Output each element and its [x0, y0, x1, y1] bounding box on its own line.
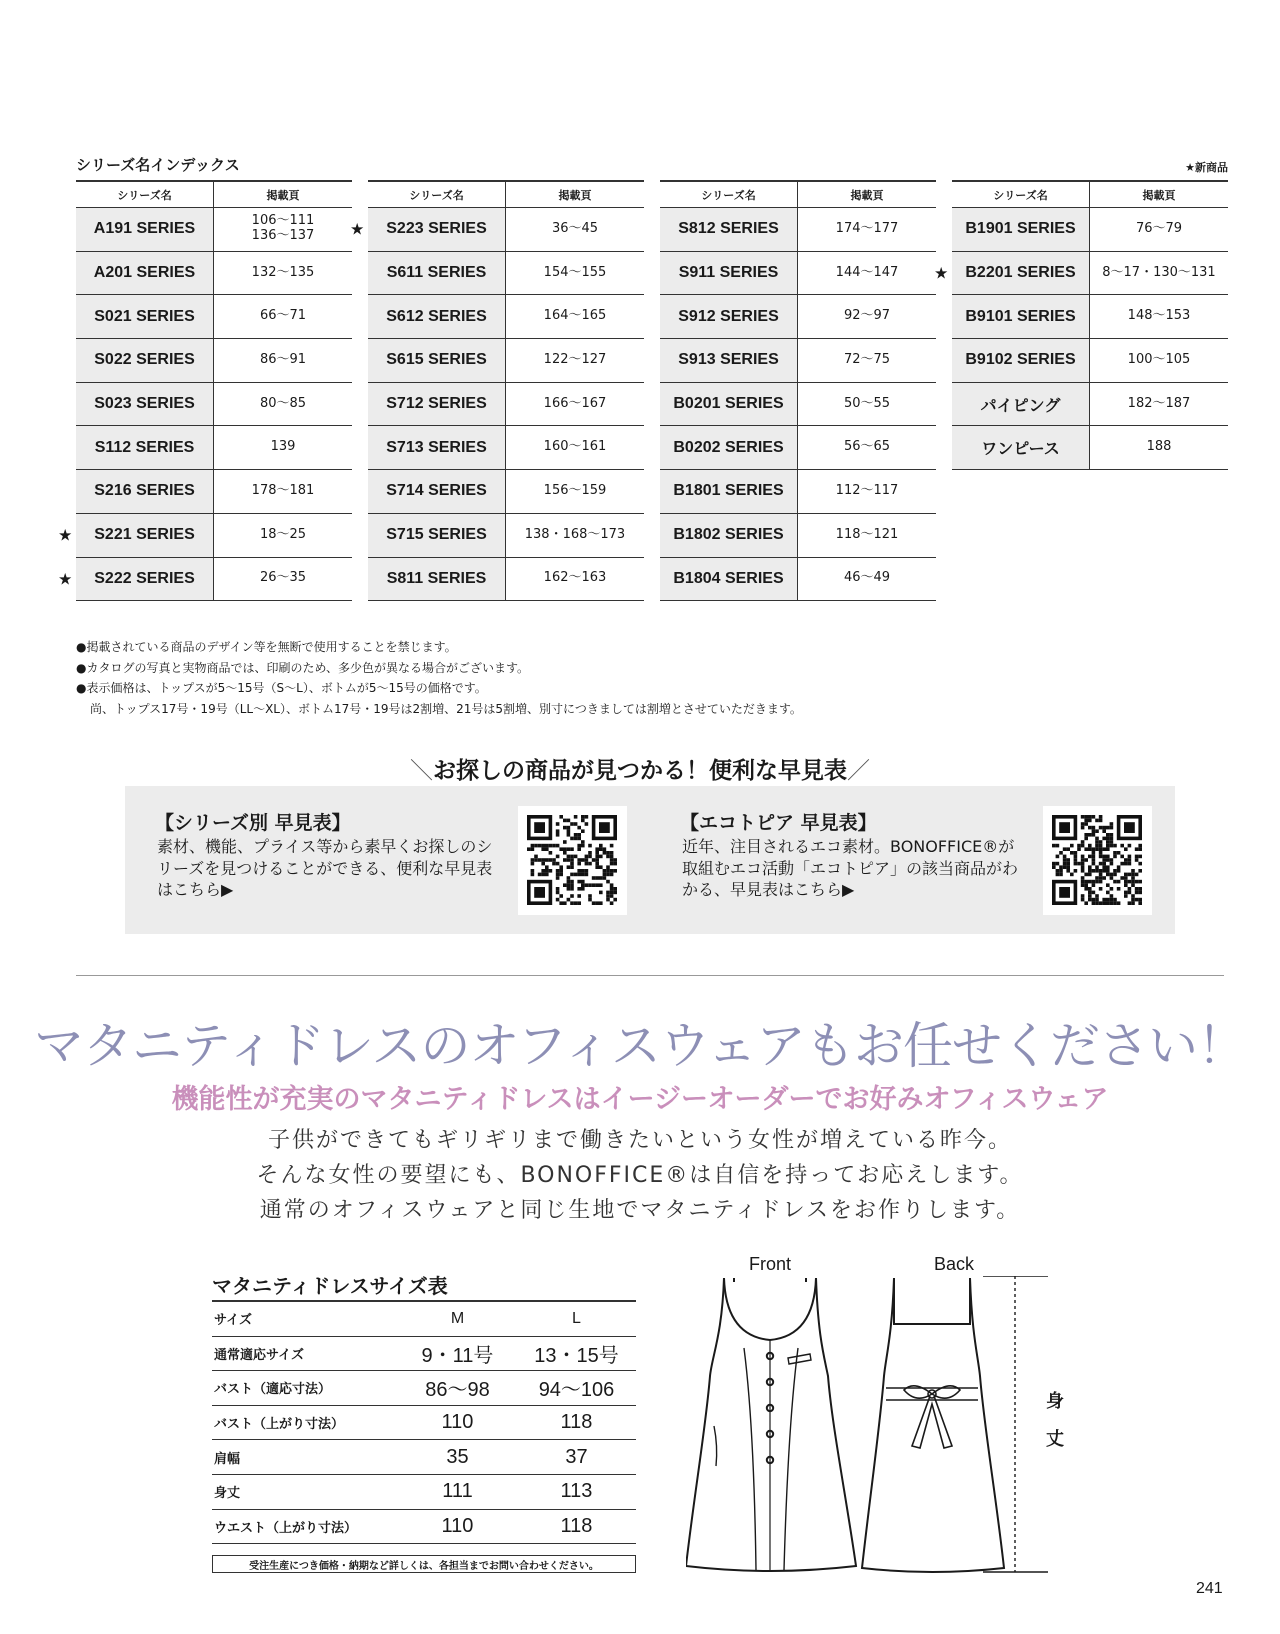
size-l: L	[572, 1309, 581, 1327]
series-pages	[506, 558, 644, 601]
series-pages	[506, 470, 644, 513]
size-m: M	[450, 1309, 465, 1327]
series-name: A201 SERIES	[76, 252, 214, 295]
maternity-body-line: 子供ができてもギリギリまで働きたいという女性が増えている昨今。	[267, 1128, 1012, 1153]
size-row	[212, 1406, 636, 1441]
series-name: S112 SERIES	[76, 426, 214, 469]
series-name: S715 SERIES	[368, 514, 506, 557]
index-row[interactable]	[368, 295, 644, 339]
series-pages-text: 178〜181	[251, 483, 315, 498]
index-row[interactable]	[76, 208, 352, 252]
index-header	[952, 182, 1228, 208]
index-row[interactable]	[368, 558, 644, 602]
quickref-heading	[0, 752, 1280, 785]
index-row[interactable]	[660, 514, 936, 558]
back-dress	[862, 1278, 1004, 1572]
series-pages-text: 76〜79	[1135, 220, 1183, 236]
series-name: B9101 SERIES	[952, 295, 1090, 338]
series-pages	[798, 514, 936, 557]
series-pages-text: 50〜55	[843, 395, 891, 411]
size-l: 113	[560, 1480, 593, 1503]
index-header-page: 掲載頁	[850, 188, 884, 202]
size-m: 86〜98	[425, 1379, 490, 1402]
series-pages	[214, 295, 352, 338]
length-label: 身丈	[1046, 1391, 1064, 1450]
index-table-2	[350, 180, 644, 601]
index-table-1	[58, 180, 352, 601]
index-row[interactable]	[660, 295, 936, 339]
size-row	[212, 1371, 636, 1406]
series-pages-text: 164〜165	[543, 308, 607, 324]
series-pages-text: 139	[270, 439, 296, 455]
series-name: S913 SERIES	[660, 339, 798, 382]
new-star-icon: ★	[58, 569, 73, 589]
series-name: S911 SERIES	[660, 252, 798, 295]
index-header-series: シリーズ名	[368, 182, 506, 207]
series-pages	[506, 383, 644, 426]
index-row[interactable]	[76, 470, 352, 514]
series-pages	[798, 426, 936, 469]
index-header	[76, 182, 352, 208]
index-title: シリーズ名インデックス	[76, 156, 240, 174]
slash-left: ＼	[410, 758, 433, 784]
size-row-label: 通常適応サイズ	[214, 1347, 304, 1363]
size-table	[212, 1300, 636, 1544]
series-pages	[506, 339, 644, 382]
series-pages	[506, 252, 644, 295]
size-row	[212, 1475, 636, 1510]
series-pages-text: 166〜167	[543, 395, 607, 411]
size-row-label: 身丈	[214, 1486, 241, 1502]
index-header-page: 掲載頁	[266, 188, 300, 202]
size-m: 110	[441, 1411, 474, 1434]
series-pages-text: 18〜25	[259, 526, 307, 542]
series-pages	[798, 252, 936, 295]
series-pages	[506, 208, 644, 251]
maternity-body-line: そんな女性の要望にも、BONOFFICE®は自信を持ってお応えします。	[256, 1163, 1024, 1188]
index-table-3	[660, 180, 936, 601]
series-name: B1901 SERIES	[952, 208, 1090, 251]
series-pages-text: 56〜65	[843, 439, 891, 455]
series-pages	[214, 252, 352, 295]
index-header-page: 掲載頁	[1142, 188, 1176, 202]
series-name: S612 SERIES	[368, 295, 506, 338]
series-pages	[1090, 426, 1228, 469]
size-l: 94〜106	[538, 1379, 615, 1402]
index-row[interactable]	[660, 470, 936, 514]
series-name: S023 SERIES	[76, 383, 214, 426]
new-star-icon: ★	[58, 525, 73, 545]
series-pages-text: 112〜117	[835, 483, 899, 498]
size-m: 111	[442, 1480, 473, 1503]
series-pages-text: 80〜85	[259, 395, 307, 411]
quickref-card-ecotopia[interactable]	[650, 786, 1175, 934]
index-header	[660, 182, 936, 208]
quickref-heading-text: お探しの商品が見つかる！便利な早見表	[433, 758, 847, 784]
series-pages-text: 162〜163	[543, 570, 607, 586]
page-number: 241	[1196, 1580, 1223, 1597]
back-label: Back	[934, 1254, 975, 1274]
quickref-card-desc: 近年、注目されるエコ素材。BONOFFICE®が取組むエコ活動「エコトピア」の該当商品がわかる、早見表はこちら▶	[682, 837, 1019, 899]
series-pages	[1090, 383, 1228, 426]
index-row[interactable]	[952, 339, 1228, 383]
series-pages	[214, 426, 352, 469]
index-row[interactable]	[660, 252, 936, 296]
size-l: 13・15号	[534, 1344, 619, 1367]
series-name: S811 SERIES	[368, 558, 506, 601]
series-pages	[214, 514, 352, 557]
series-pages-text: 86〜91	[259, 351, 307, 367]
series-name: S223 SERIES	[368, 208, 506, 251]
series-pages-text: 160〜161	[543, 439, 607, 455]
new-product-legend: ★新商品	[1185, 161, 1228, 174]
series-pages	[798, 470, 936, 513]
index-header-series: シリーズ名	[76, 182, 214, 207]
series-pages-text: 136〜137	[251, 228, 315, 244]
series-name: B0201 SERIES	[660, 383, 798, 426]
series-pages-text: 26〜35	[259, 570, 307, 586]
index-header-series: シリーズ名	[952, 182, 1090, 207]
new-star-icon: ★	[350, 219, 365, 239]
note-line: ●掲載されている商品のデザイン等を無断で使用することを禁じます。	[76, 640, 457, 654]
qr-code-icon[interactable]	[518, 806, 627, 915]
notes	[76, 637, 802, 719]
series-name: S615 SERIES	[368, 339, 506, 382]
index-row[interactable]	[76, 426, 352, 470]
series-pages	[798, 383, 936, 426]
series-pages-text: 92〜97	[843, 308, 891, 324]
size-row-label: 肩幅	[214, 1451, 241, 1467]
front-dress	[686, 1278, 856, 1572]
series-pages-text: 46〜49	[843, 570, 891, 586]
series-pages-text: 66〜71	[259, 308, 307, 324]
note-line: ●カタログの写真と実物商品では、印刷のため、多少色が異なる場合がございます。	[76, 660, 530, 675]
maternity-body	[0, 1123, 1280, 1228]
quickref-card-title: 【エコトピア 早見表】	[680, 812, 877, 834]
size-row-label: バスト（上がり寸法）	[214, 1417, 345, 1433]
qr-code-icon[interactable]	[1043, 806, 1152, 915]
series-name: S216 SERIES	[76, 470, 214, 513]
quickref-card-title: 【シリーズ別 早見表】	[155, 812, 351, 834]
series-pages-text: 156〜159	[543, 483, 607, 498]
size-row	[212, 1440, 636, 1475]
series-name: ワンピース	[952, 426, 1090, 469]
size-l: 118	[560, 1411, 593, 1434]
index-row[interactable]	[368, 383, 644, 427]
series-name: S611 SERIES	[368, 252, 506, 295]
series-pages-text: 118〜121	[835, 526, 899, 542]
index-table-4	[934, 180, 1228, 470]
series-pages-text: 188	[1146, 439, 1172, 455]
series-name: B1801 SERIES	[660, 470, 798, 513]
size-note: 受注生産につき価格・納期など詳しくは、各担当までお問い合わせください。	[212, 1555, 636, 1573]
series-name: A191 SERIES	[76, 208, 214, 251]
size-l: 118	[560, 1514, 593, 1537]
index-header	[368, 182, 644, 208]
index-row[interactable]	[76, 339, 352, 383]
series-pages	[506, 295, 644, 338]
index-row[interactable]	[660, 426, 936, 470]
index-row[interactable]	[76, 295, 352, 339]
series-pages-text: 148〜153	[1127, 308, 1191, 324]
index-row[interactable]	[952, 295, 1228, 339]
index-row[interactable]	[952, 383, 1228, 427]
series-name: S812 SERIES	[660, 208, 798, 251]
length-indicator	[983, 1276, 1048, 1572]
index-row[interactable]	[58, 558, 352, 602]
series-name: S222 SERIES	[76, 558, 214, 601]
size-l: 37	[565, 1445, 588, 1468]
size-row	[212, 1302, 636, 1337]
series-name: B0202 SERIES	[660, 426, 798, 469]
series-pages	[214, 558, 352, 601]
series-name: S021 SERIES	[76, 295, 214, 338]
index-row[interactable]	[660, 558, 936, 602]
index-row[interactable]	[952, 426, 1228, 470]
dress-illustration	[686, 1276, 1106, 1576]
section-divider	[76, 975, 1224, 976]
slash-right: ／	[847, 758, 870, 784]
series-name: S713 SERIES	[368, 426, 506, 469]
series-pages	[1090, 252, 1228, 295]
series-pages	[1090, 295, 1228, 338]
index-row[interactable]	[76, 383, 352, 427]
series-name: S712 SERIES	[368, 383, 506, 426]
quickref-card-desc: 素材、機能、プライス等から素早くお探しのシリーズを見つけることができる、便利な早見表はこちら▶	[157, 837, 493, 899]
note-line: ●表示価格は、トップスが5〜15号（S〜L）、ボトムが5〜15号の価格です。	[76, 681, 487, 695]
series-pages	[214, 383, 352, 426]
index-row[interactable]	[58, 514, 352, 558]
series-pages-text: 36〜45	[551, 220, 599, 236]
index-row[interactable]	[368, 514, 644, 558]
size-m: 35	[446, 1445, 469, 1468]
size-table-title: マタニティドレスサイズ表	[212, 1274, 448, 1298]
series-pages	[798, 295, 936, 338]
index-row[interactable]	[368, 252, 644, 296]
maternity-body-line: 通常のオフィスウェアと同じ生地でマタニティドレスをお作りします。	[259, 1198, 1021, 1223]
index-row[interactable]	[660, 383, 936, 427]
series-name: B2201 SERIES	[952, 252, 1090, 295]
series-pages	[1090, 339, 1228, 382]
series-pages	[798, 339, 936, 382]
series-pages-text: 138・168〜173	[524, 526, 626, 542]
index-row[interactable]	[76, 252, 352, 296]
series-name: B1804 SERIES	[660, 558, 798, 601]
series-name: S912 SERIES	[660, 295, 798, 338]
series-pages-text: 132〜135	[251, 264, 315, 280]
series-pages	[1090, 208, 1228, 251]
series-pages-text: 72〜75	[843, 351, 891, 367]
series-pages	[798, 558, 936, 601]
index-row[interactable]	[368, 426, 644, 470]
maternity-subtitle: 機能性が充実のマタニティドレスはイージーオーダーでお好みオフィスウェア	[171, 1084, 1109, 1115]
series-name: S714 SERIES	[368, 470, 506, 513]
series-pages-text: 154〜155	[543, 264, 607, 280]
index-row[interactable]	[368, 339, 644, 383]
series-name: パイピング	[952, 383, 1090, 426]
series-pages-text: 182〜187	[1127, 395, 1191, 411]
size-m: 110	[441, 1514, 474, 1537]
series-pages	[214, 208, 352, 251]
index-row[interactable]	[350, 208, 644, 252]
series-pages-text: 8〜17・130〜131	[1102, 264, 1216, 280]
front-label: Front	[749, 1254, 792, 1274]
note-line: 尚、トップス17号・19号（LL〜XL）、ボトム17号・19号は2割増、21号は5割増、別寸につきましては割増とさせていただきます。	[90, 701, 802, 716]
index-row[interactable]	[368, 470, 644, 514]
size-row	[212, 1337, 636, 1372]
index-row[interactable]	[952, 208, 1228, 252]
series-pages-text: 174〜177	[835, 220, 899, 236]
series-pages-text: 144〜147	[835, 264, 899, 280]
index-row[interactable]	[934, 252, 1228, 296]
series-name: B1802 SERIES	[660, 514, 798, 557]
size-row-label: ウエスト（上がり寸法）	[214, 1520, 358, 1536]
new-star-icon: ★	[934, 263, 949, 283]
series-pages	[214, 339, 352, 382]
series-pages	[798, 208, 936, 251]
quickref-card-series[interactable]	[125, 786, 650, 934]
series-pages-text: 106〜111	[251, 213, 315, 229]
series-pages-text: 122〜127	[543, 351, 607, 367]
maternity-title: マタニティドレスのオフィスウェアもお任せください！	[34, 1017, 1246, 1075]
index-row[interactable]	[660, 339, 936, 383]
series-pages	[506, 514, 644, 557]
size-row	[212, 1510, 636, 1545]
series-pages	[506, 426, 644, 469]
index-header-series: シリーズ名	[660, 182, 798, 207]
index-row[interactable]	[660, 208, 936, 252]
size-row-label: バスト（適応寸法）	[214, 1382, 332, 1398]
series-name: S022 SERIES	[76, 339, 214, 382]
series-name: B9102 SERIES	[952, 339, 1090, 382]
size-row-label: サイズ	[214, 1313, 252, 1329]
index-header-page: 掲載頁	[558, 188, 592, 202]
series-pages	[214, 470, 352, 513]
series-name: S221 SERIES	[76, 514, 214, 557]
quickref-box	[125, 786, 1175, 934]
size-m: 9・11号	[421, 1344, 494, 1367]
series-pages-text: 100〜105	[1127, 351, 1191, 367]
